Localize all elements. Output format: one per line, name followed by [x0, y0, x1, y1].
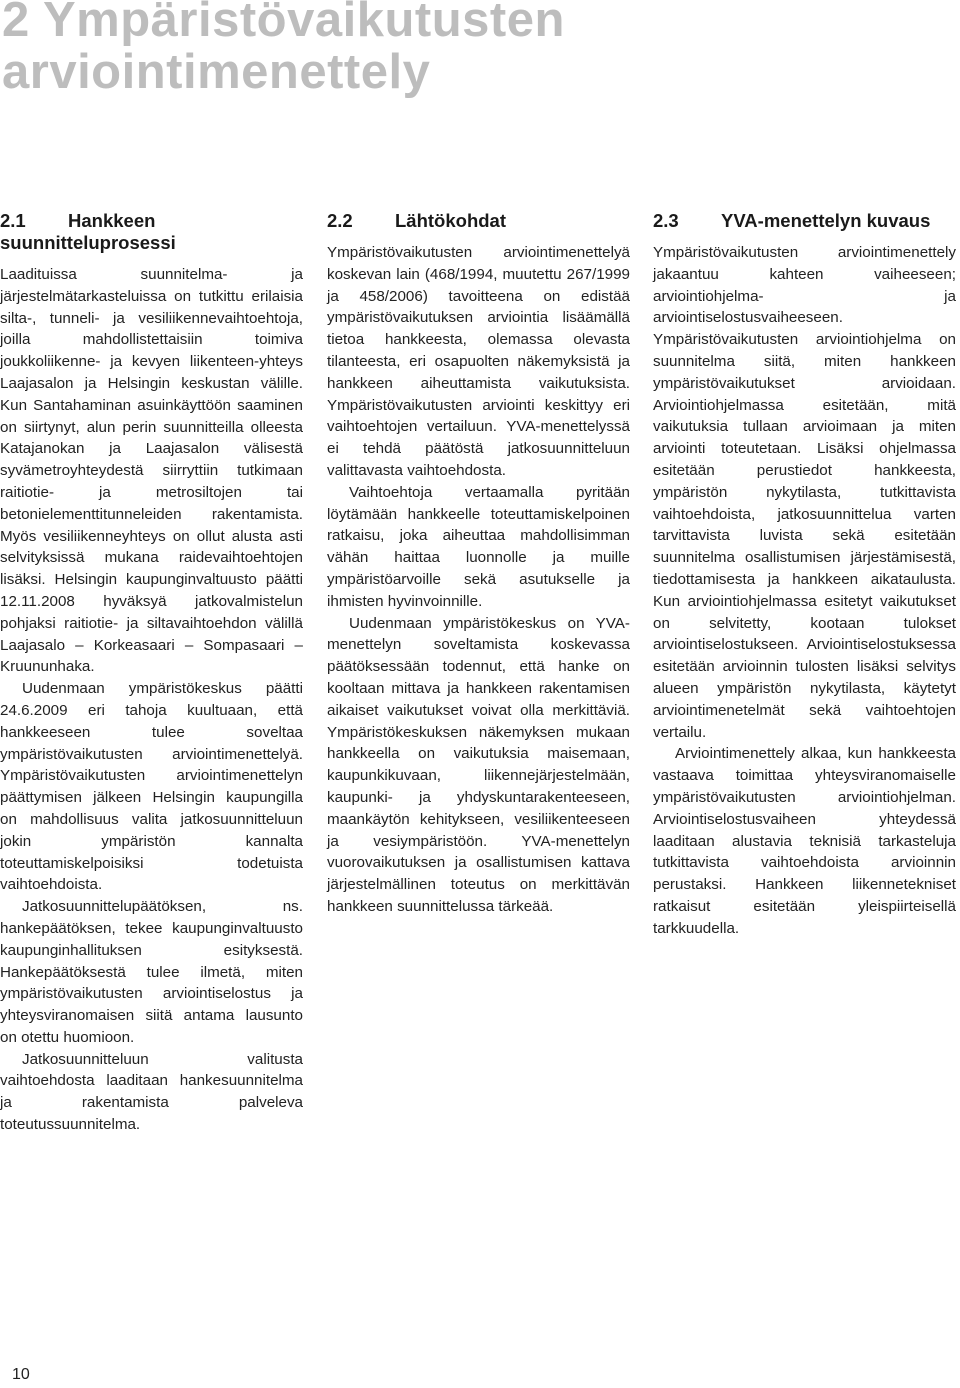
section-number: 2.1 [0, 210, 26, 231]
paragraph: Arviointimenettely alkaa, kun hankkeesta vastaava toimittaa yhteysviranomaiselle ympäristövaikutusten arviointiohjelman. Arviointiselostusvaiheen yhteydessä laaditaan alustavia teknisiä tarkasteluja tutkittavista vaihtoehdoista arvioinnin perustaksi. Hankkeen liikennetekniset ratkaisut esitetään yleispiirteisellä tarkkuudella. [653, 745, 956, 937]
paragraph: Uudenmaan ympäristökeskus on YVA-menettelyn soveltamista koskevassa päätöksessään todennut, että hanke on kooltaan mittava ja hankkeen rakentamisen aikaiset vaikutukset voivat olla merkittäviä. Ympäristökeskuksen näkemyksen mukaan hankkeella on vaikutuksia maisemaan, kaupunkikuvaan, liikennejärjestelmään, kaupunki- ja yhdyskuntarakenteeseen, maankäytön kehitykseen, vesiliikenteeseen ja vesiympäristöön. YVA-menettelyn vuorovaikutuksen ja osallistumisen kattava järjestelmällinen toteutus on merkittävän hankkeen suunnittelussa tärkeää. [327, 614, 630, 915]
paragraph: Uudenmaan ympäristökeskus päätti 24.6.2009 eri tahoja kuultuaan, että hankkeeseen tulee soveltaa ympäristövaikutusten arviointimenettelyä. Ympäristövaikutusten arviointimenettelyn päättymisen jälkeen Helsingin kaupungilla on mahdollisuus valita jatkosuunnitteluun jokin ympäristön kannalta toteuttamiskelpoisiksi todetuista vaihtoehdoista. [0, 680, 303, 894]
section-heading-2-2 [327, 210, 630, 232]
chapter-title-line-2: arviointimenettely [2, 45, 431, 99]
section-number: 2.3 [653, 210, 679, 231]
chapter-title-line-1: 2 Ympäristövaikutusten [2, 0, 565, 47]
paragraph: Ympäristövaikutusten arviointimenettelyä koskevan lain (468/1994, muutettu 267/1999 ja 458/2006) tavoitteena on edistää ympäristövaikutuksen arviointia lisäämällä tietoa hankkeesta, olemassa olevasta tilanteesta, eri osapuolten näkemyksistä ja hankkeen aiheuttamista vaikutuksista. Ympäristövaikutusten arviointi keskittyy eri vaihtoehtojen vertailuun. YVA-menettelyssä ei tehdä päätöstä jatkosuunnitteluun valittavasta vaihtoehdosta. [327, 244, 630, 479]
section-heading-text-line-2: suunnitteluprosessi [0, 232, 176, 253]
paragraph: Laadituissa suunnitelma- ja järjestelmätarkasteluissa on tutkittu erilaisia silta-, tunneli- ja vesiliikennevaihtoehtoja, joilla mahdollistettaisiin toimiva joukkoliikenne- ja kevyen liikenteen-yhteys Laajasalon ja Helsingin keskustan välille. Kun Santahaminan asuinkäyttöön saaminen on siirtynyt, alun perin suunnitteilla olleesta Katajanokan ja Laajasalon välisestä syvämetroyhteydestä siirryttiin tutkimaan raitiotie- ja metrosiltojen tai betonielementtitunneleiden rakentamista. Myös vesiliikenneyhteys on ollut alusta asti selvityksissä mukana raidevaihtoehtojen lisäksi. Helsingin kaupunginvaltuusto päätti 12.11.2008 hyväksyä jatkovalmistelun pohjaksi raitiotie- ja siltavaihtoehdon välillä Laajasalo – Korkeasaari – Sompasaari – Kruununhaka. [0, 266, 303, 676]
section-heading-2-1 [0, 210, 303, 254]
section-heading-text: Hankkeen [68, 210, 156, 231]
section-heading-text: Lähtökohdat [395, 210, 506, 231]
column-middle [327, 210, 630, 918]
paragraph: Ympäristövaikutusten arviointimenettely jakaantuu kahteen vaiheeseen; arviointiohjelma- ja arviointiselostusvaiheeseen. Ympäristövaikutusten arviointiohjelma on suunnitelma siitä, miten hankkeen ympäristövaikutukset arvioidaan. Arviointiohjelmassa esitetään, mitä vaikutuksia tullaan arvioimaan ja miten arviointi toteutetaan. Lisäksi ohjelmassa esitetään perustiedot hankkeesta, ympäristön nykytilasta, tutkittavista vaihtoehdoista, jatkosuunnittelua varten tarvittavista luvista sekä esitetään suunnitelma osallistumisen järjestämisestä, tiedottamisesta ja hankkeen aikataulusta. Kun arviointiohjelmassa esitetyt vaikutukset on selvitetty, kootaan tulokset arviointiselostukseen. Arviointiselostuksessa esitetään arvioinnin tulosten lisäksi selvitys alueen ympäristön nykytilasta, käytetyt arviointimenetelmät sekä vaihtoehtojen vertailu. [653, 244, 956, 741]
section-number: 2.2 [327, 210, 353, 231]
section-heading-text: YVA-menettelyn kuvaus [721, 210, 931, 231]
paragraph: Jatkosuunnitteluun valitusta vaihtoehdosta laaditaan hankesuunnitelma ja rakentamista palveleva toteutussuunnitelma. [0, 1050, 303, 1134]
section-heading-2-3 [653, 210, 956, 232]
column-right [653, 210, 956, 940]
chapter-title [2, 0, 952, 98]
paragraph: Jatkosuunnittelupäätöksen, ns. hankepäätöksen, tekee kaupunginvaltuusto kaupunginhallituksen esityksestä. Hankepäätöksestä tulee ilmetä, miten ympäristövaikutusten arviointiselostus ja yhteysviranomaisen siitä antama lausunto on otettu huomioon. [0, 898, 303, 1046]
paragraph: Vaihtoehtoja vertaamalla pyritään löytämään hankkeelle toteuttamiskelpoinen ratkaisu, joka aiheuttaa mahdollisimman vähän haittaa luonnolle ja muille ympäristöarvoille sekä asutukselle ja ihmisten hyvinvoinnille. [327, 483, 630, 610]
column-left [0, 210, 303, 1136]
page-number: 10 [12, 1366, 30, 1383]
